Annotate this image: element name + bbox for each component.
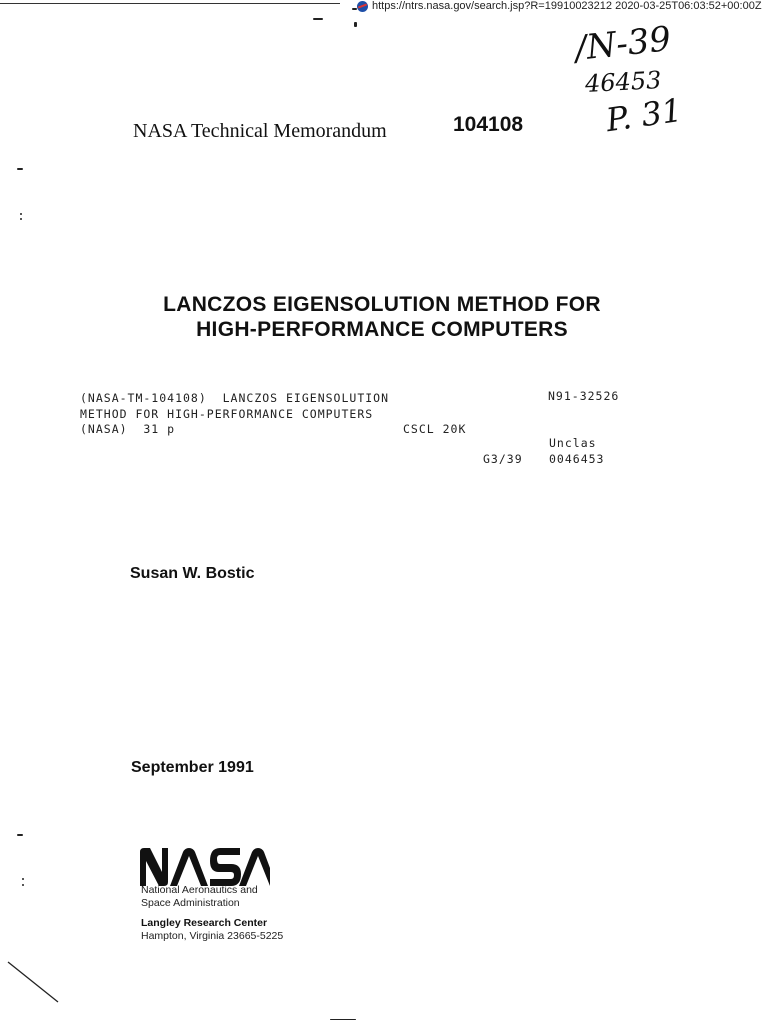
catalog-line-2: METHOD FOR HIGH-PERFORMANCE COMPUTERS (80, 407, 374, 421)
catalog-line-3: (NASA) 31 p (80, 422, 176, 436)
url-stamp: https://ntrs.nasa.gov/search.jsp?R=19910023212 2020-03-25T06:03:52+00:00Z (372, 0, 762, 12)
scan-mark (354, 22, 357, 27)
handwritten-id: 46453 (584, 66, 663, 98)
catalog-status: Unclas (549, 436, 597, 450)
report-number: 104108 (453, 113, 524, 136)
research-center-name: Langley Research Center (141, 917, 268, 929)
publication-date: September 1991 (131, 759, 254, 776)
author-name: Susan W. Bostic (130, 565, 255, 582)
agency-line-2: Space Administration (141, 896, 240, 909)
agency-line-1: National Aeronautics and (141, 884, 258, 896)
handwritten-category: /N-39 (573, 19, 673, 69)
catalog-accession: N91-32526 (548, 389, 620, 403)
scan-mark (22, 884, 24, 886)
research-center-address: Hampton, Virginia 23665-5225 (141, 930, 284, 942)
scan-mark (22, 878, 24, 880)
report-title (80, 292, 684, 342)
scan-mark (17, 168, 23, 170)
series-label: NASA Technical Memorandum (133, 120, 387, 142)
catalog-group: G3/39 (483, 452, 523, 466)
scan-mark (20, 218, 22, 220)
catalog-cscl: CSCL 20K (403, 422, 467, 436)
title-line-1: LANCZOS EIGENSOLUTION METHOD FOR (163, 293, 601, 316)
scan-mark (20, 213, 22, 215)
scan-mark (313, 18, 323, 20)
catalog-serial: 0046453 (549, 452, 605, 466)
title-line-2: HIGH-PERFORMANCE COMPUTERS (196, 318, 568, 341)
handwritten-pages: P. 31 (603, 90, 685, 140)
agency-name (141, 884, 258, 909)
scan-mark (330, 1019, 356, 1020)
scan-mark (17, 834, 23, 836)
nasa-logo (140, 848, 270, 886)
top-border-line (0, 3, 340, 4)
scan-diagonal-line (6, 960, 60, 1004)
nasa-meatball-icon (357, 1, 368, 12)
catalog-line-1: (NASA-TM-104108) LANCZOS EIGENSOLUTION (80, 391, 390, 405)
scan-mark (352, 8, 357, 10)
